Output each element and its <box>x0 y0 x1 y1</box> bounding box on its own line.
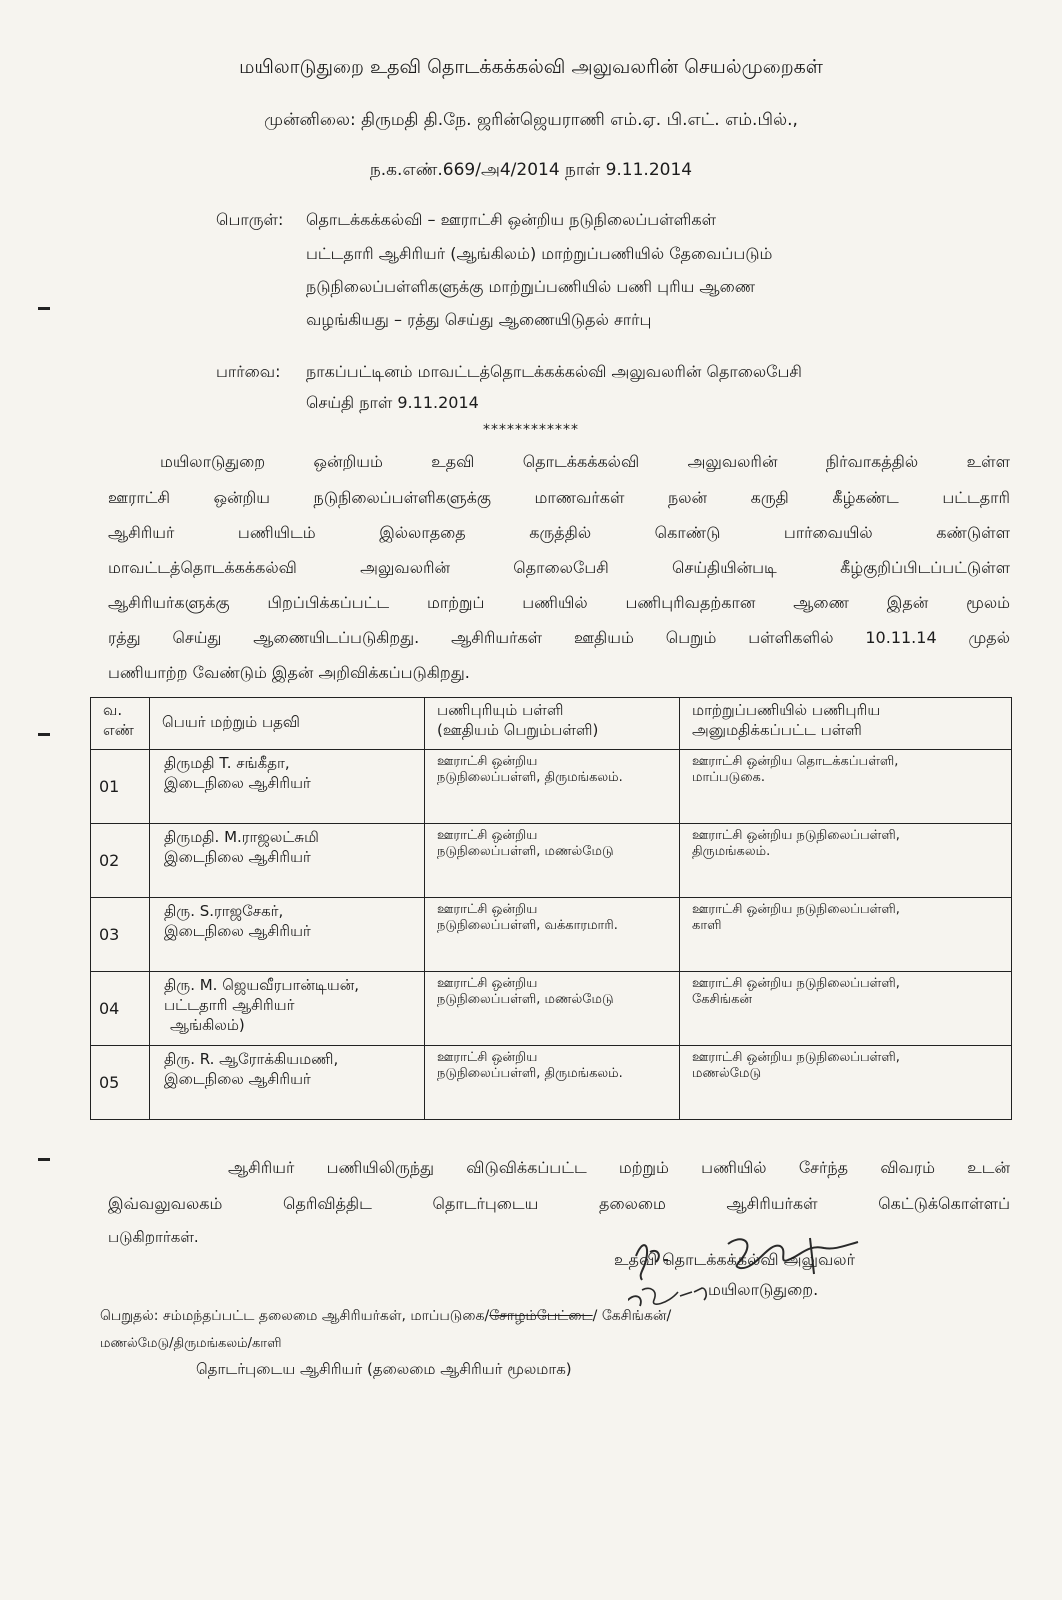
teacher-name: திருமதி. M.ராஜலட்சுமி <box>164 828 319 846</box>
body-line: ஆசிரியர்களுக்கு பிறப்பிக்கப்பட்ட மாற்றுப் பணியில் பணிபுரிவதற்கான ஆணை இதன் மூலம் <box>108 593 1010 612</box>
school-text: ஊராட்சி ஒன்றிய <box>437 754 538 769</box>
read-line: செய்தி நாள் 9.11.2014 <box>306 393 479 412</box>
margin-mark <box>38 307 50 310</box>
subject-line: பட்டதாரி ஆசிரியர் (ஆங்கிலம்) மாற்றுப்பணியில் தேவைப்படும் <box>306 244 773 263</box>
school-text: நடுநிலைப்பள்ளி, மணல்மேடு <box>437 844 614 859</box>
reference-number: ந.க.எண்.669/அ4/2014 நாள் 9.11.2014 <box>369 160 693 180</box>
header-text: (ஊதியம் பெறும்பள்ளி) <box>437 721 599 739</box>
name-cell <box>150 972 425 1046</box>
school-text: ஊராட்சி ஒன்றிய <box>437 976 538 991</box>
school-text: நடுநிலைப்பள்ளி, திருமங்கலம். <box>437 770 623 785</box>
teacher-subject: ஆங்கிலம்) <box>170 1016 245 1034</box>
header-text: பெயர் மற்றும் பதவி <box>162 713 300 731</box>
header-text: மாற்றுப்பணியில் பணிபுரிய <box>692 701 881 719</box>
alt-school-text: ஊராட்சி ஒன்றிய தொடக்கப்பள்ளி, <box>692 754 899 769</box>
header-alt-school <box>680 698 1012 750</box>
table-row <box>91 972 1012 1046</box>
header-text: பணிபுரியும் பள்ளி <box>437 701 564 719</box>
alt-school-cell <box>680 898 1012 972</box>
closing-line: படுகிறார்கள். <box>108 1228 199 1246</box>
struck-recipient: சோழம்பேட்டை <box>489 1308 593 1324</box>
body-line: ஆசிரியர் பணியிடம் இல்லாததை கருத்தில் கொண்டு பார்வையில் கண்டுள்ள <box>108 523 1010 542</box>
school-cell <box>425 1046 680 1120</box>
alt-school-text: ஊராட்சி ஒன்றிய நடுநிலைப்பள்ளி, <box>692 902 900 917</box>
table-header-row <box>91 698 1012 750</box>
school-text: நடுநிலைப்பள்ளி, வக்காரமாரி. <box>437 918 618 933</box>
table-row <box>91 1046 1012 1120</box>
signatory-place: மயிலாடுதுறை. <box>708 1280 819 1299</box>
alt-school-text: ஊராட்சி ஒன்றிய நடுநிலைப்பள்ளி, <box>692 976 900 991</box>
teacher-post: பட்டதாரி ஆசிரியர் <box>164 996 295 1014</box>
school-cell <box>425 750 680 824</box>
recipients-line: மணல்மேடு/திருமங்கலம்/காளி <box>100 1336 282 1351</box>
recipients-text: பெறுதல்: சம்மந்தப்பட்ட தலைமை ஆசிரியர்கள், மாப்படுகை/ <box>100 1308 490 1324</box>
header-name <box>150 698 425 750</box>
school-cell <box>425 972 680 1046</box>
teacher-post: இடைநிலை ஆசிரியர் <box>164 922 311 940</box>
serial-cell: 05 <box>91 1046 150 1120</box>
alt-school-cell <box>680 972 1012 1046</box>
name-cell <box>150 824 425 898</box>
alt-school-text: மாப்படுகை. <box>692 770 765 785</box>
table-row <box>91 824 1012 898</box>
serial-cell: 01 <box>91 750 150 824</box>
serial-cell: 04 <box>91 972 150 1046</box>
teacher-post: இடைநிலை ஆசிரியர் <box>164 848 311 866</box>
teacher-name: திருமதி T. சங்கீதா, <box>164 754 290 772</box>
closing-line: ஆசிரியர் பணியிலிருந்து விடுவிக்கப்பட்ட மற்றும் பணியில் சேர்ந்த விவரம் உடன் <box>228 1158 1010 1177</box>
header-school <box>425 698 680 750</box>
signatory-designation: உதவி தொடக்கக்கல்வி அலுவலர் <box>614 1250 855 1269</box>
header-serial <box>91 698 150 750</box>
serial-cell: 03 <box>91 898 150 972</box>
name-cell <box>150 1046 425 1120</box>
name-cell <box>150 898 425 972</box>
table-row <box>91 750 1012 824</box>
teacher-post: இடைநிலை ஆசிரியர் <box>164 1070 311 1088</box>
teacher-name: திரு. M. ஜெயவீரபான்டியன், <box>164 976 360 994</box>
separator: ************ <box>483 422 579 438</box>
alt-school-cell <box>680 750 1012 824</box>
teacher-post: இடைநிலை ஆசிரியர் <box>164 774 311 792</box>
alt-school-text: திருமங்கலம். <box>692 844 771 859</box>
school-text: ஊராட்சி ஒன்றிய <box>437 1050 538 1065</box>
subject-line: நடுநிலைப்பள்ளிகளுக்கு மாற்றுப்பணியில் பணி புரிய ஆணை <box>306 277 756 296</box>
recipients-text: / கேசிங்கன்/ <box>592 1308 672 1324</box>
header-text: வ. <box>103 701 123 719</box>
school-cell <box>425 824 680 898</box>
presence-line: முன்னிலை: திருமதி தி.நே. ஜரின்ஜெயராணி எம்.ஏ. பி.எட். எம்.பில்., <box>264 110 798 130</box>
margin-mark <box>38 733 50 736</box>
alt-school-cell <box>680 1046 1012 1120</box>
subject-label: பொருள்: <box>216 210 284 229</box>
body-line: மாவட்டத்தொடக்கக்கல்வி அலுவலரின் தொலைபேசி செய்தியின்படி கீழ்குறிப்பிடப்பட்டுள்ள <box>108 558 1010 577</box>
school-text: ஊராட்சி ஒன்றிய <box>437 902 538 917</box>
school-text: நடுநிலைப்பள்ளி, மணல்மேடு <box>437 992 614 1007</box>
body-line: ஊராட்சி ஒன்றிய நடுநிலைப்பள்ளிகளுக்கு மாணவர்கள் நலன் கருதி கீழ்கண்ட பட்டதாரி <box>108 488 1010 507</box>
body-line: மயிலாடுதுறை ஒன்றியம் உதவி தொடக்கக்கல்வி அலுவலரின் நிர்வாகத்தில் உள்ள <box>160 452 1010 471</box>
closing-line: இவ்வலுவலகம் தெரிவித்திட தொடர்புடைய தலைமை ஆசிரியர்கள் கெட்டுக்கொள்ளப் <box>108 1194 1010 1213</box>
alt-school-text: கேசிங்கன் <box>692 992 753 1007</box>
alt-school-text: ஊராட்சி ஒன்றிய நடுநிலைப்பள்ளி, <box>692 828 900 843</box>
recipients-line: தொடர்புடைய ஆசிரியர் (தலைமை ஆசிரியர் மூலமாக) <box>196 1360 572 1378</box>
header-text: எண் <box>103 721 134 739</box>
teacher-name: திரு. R. ஆரோக்கியமணி, <box>164 1050 339 1068</box>
teacher-name: திரு. S.ராஜசேகர், <box>164 902 284 920</box>
alt-school-text: ஊராட்சி ஒன்றிய நடுநிலைப்பள்ளி, <box>692 1050 900 1065</box>
subject-line: வழங்கியது – ரத்து செய்து ஆணையிடுதல் சார்பு <box>306 310 652 329</box>
body-line: ரத்து செய்து ஆணையிடப்படுகிறது. ஆசிரியர்கள் ஊதியம் பெறும் பள்ளிகளில் 10.11.14 முதல் <box>108 628 1010 647</box>
school-text: ஊராட்சி ஒன்றிய <box>437 828 538 843</box>
school-cell <box>425 898 680 972</box>
document-title: மயிலாடுதுறை உதவி தொடக்கக்கல்வி அலுவலரின் செயல்முறைகள் <box>239 56 823 78</box>
name-cell <box>150 750 425 824</box>
subject-line: தொடக்கக்கல்வி – ஊராட்சி ஒன்றிய நடுநிலைப்பள்ளிகள் <box>306 210 716 229</box>
alt-school-text: மணல்மேடு <box>692 1066 762 1081</box>
school-text: நடுநிலைப்பள்ளி, திருமங்கலம். <box>437 1066 623 1081</box>
read-label: பார்வை: <box>216 362 281 381</box>
alt-school-cell <box>680 824 1012 898</box>
read-line: நாகப்பட்டினம் மாவட்டத்தொடக்கக்கல்வி அலுவலரின் தொலைபேசி <box>306 362 802 381</box>
transfer-table <box>90 697 1012 1120</box>
alt-school-text: காளி <box>692 918 722 933</box>
header-text: அனுமதிக்கப்பட்ட பள்ளி <box>692 721 862 739</box>
recipients-line <box>100 1308 671 1326</box>
serial-cell: 02 <box>91 824 150 898</box>
table-row <box>91 898 1012 972</box>
body-line: பணியாற்ற வேண்டும் இதன் அறிவிக்கப்படுகிறது. <box>108 663 470 682</box>
margin-mark <box>38 1158 50 1161</box>
